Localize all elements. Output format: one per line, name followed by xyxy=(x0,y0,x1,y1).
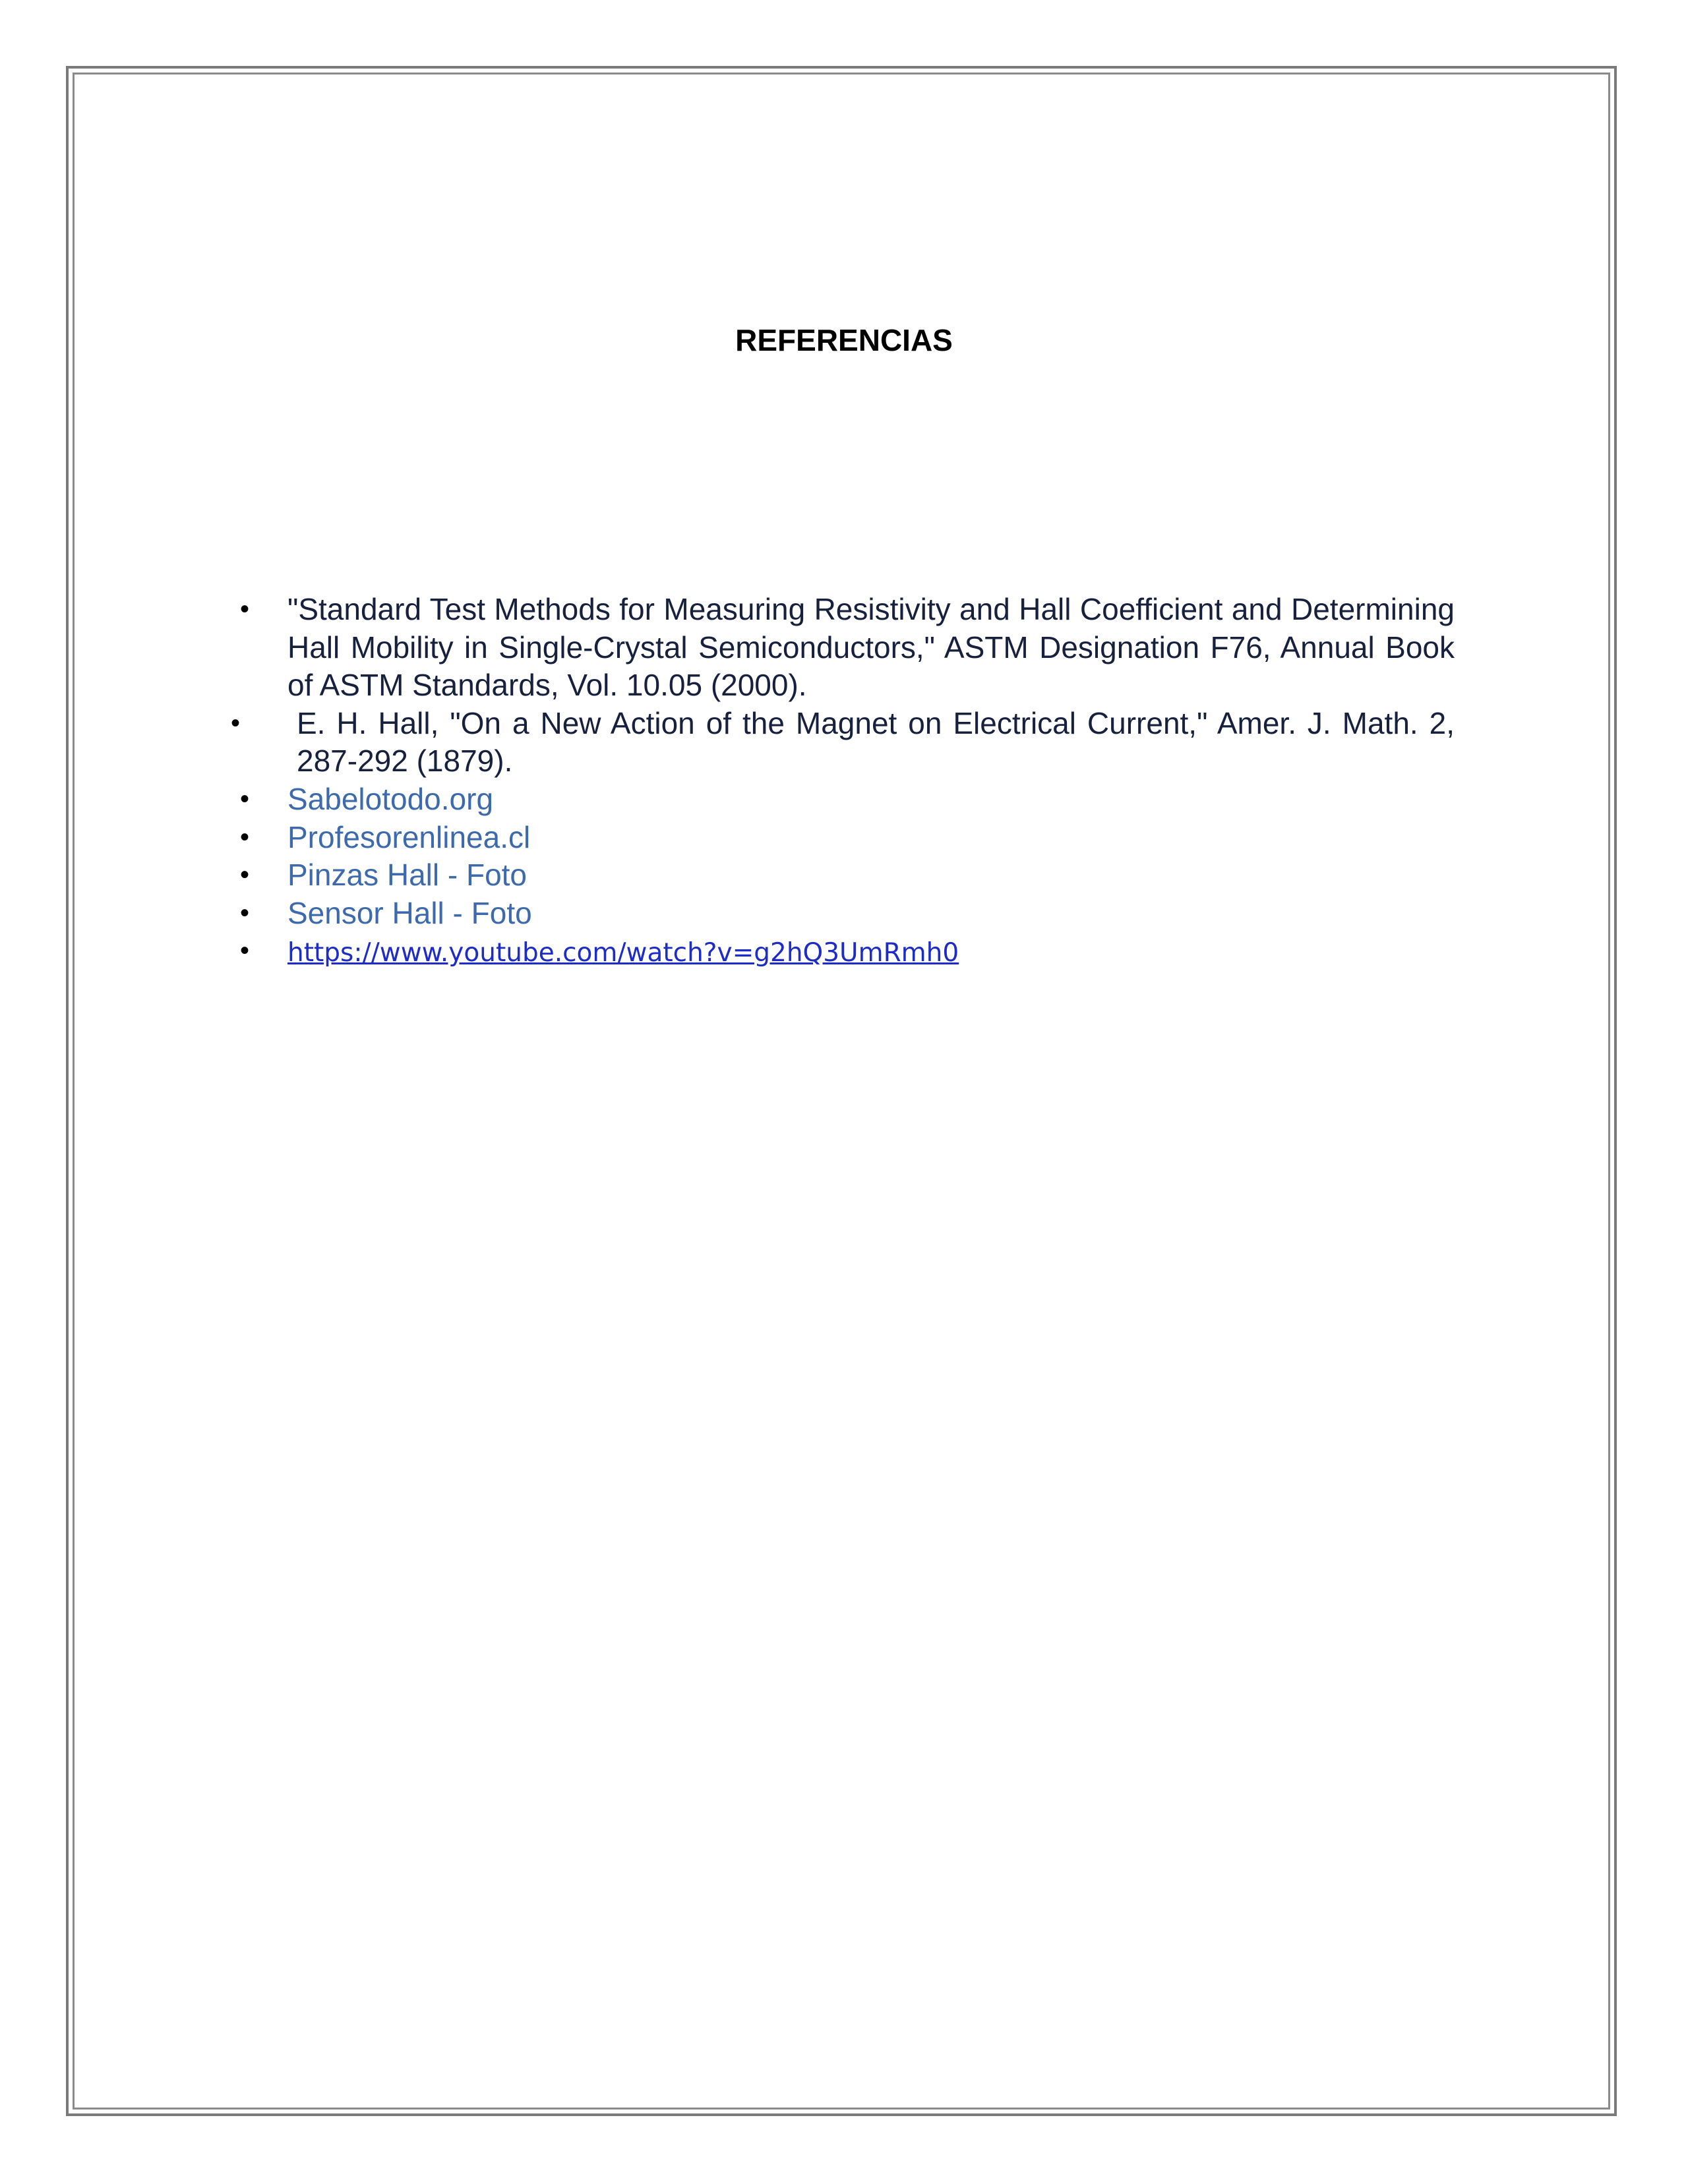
reference-item xyxy=(239,781,1455,819)
bullet-icon: • xyxy=(239,822,249,852)
bullet-icon: • xyxy=(239,784,249,813)
reference-item xyxy=(239,895,1455,933)
reference-text: "Standard Test Methods for Measuring Resistivity and Hall Coefficient and Determining Hall Mobility in Single-Crystal Semiconductors," ASTM Designation F76, Annual Book of ASTM Standards, Vol. 10.05 (2000). xyxy=(287,592,1455,703)
bullet-icon: • xyxy=(239,936,249,966)
page-border xyxy=(66,66,1617,2116)
bullet-icon: • xyxy=(230,708,240,738)
bullet-icon: • xyxy=(239,898,249,928)
page-title: REFERENCIAS xyxy=(735,323,953,357)
reference-link-sensor-hall[interactable]: Sensor Hall - Foto xyxy=(287,895,532,930)
reference-item xyxy=(239,856,1455,895)
reference-link-pinzas-hall[interactable]: Pinzas Hall - Foto xyxy=(287,858,528,893)
page-border-inner xyxy=(73,73,1610,2110)
reference-link-profesorenlinea[interactable]: Profesorenlinea.cl xyxy=(287,819,531,854)
reference-item xyxy=(239,819,1455,857)
reference-item xyxy=(230,705,1455,781)
reference-link-sabelotodo[interactable]: Sabelotodo.org xyxy=(287,781,494,816)
reference-list xyxy=(230,591,1455,972)
bullet-icon: • xyxy=(239,595,249,624)
bullet-icon: • xyxy=(239,860,249,890)
reference-link-youtube[interactable]: https://www.youtube.com/watch?v=g2hQ3UmRmh0 xyxy=(287,938,959,968)
reference-text: E. H. Hall, "On a New Action of the Magnet on Electrical Current," Amer. J. Math. 2, 287-292 (1879). xyxy=(297,705,1455,779)
reference-item xyxy=(239,591,1455,705)
reference-item xyxy=(239,932,1455,972)
